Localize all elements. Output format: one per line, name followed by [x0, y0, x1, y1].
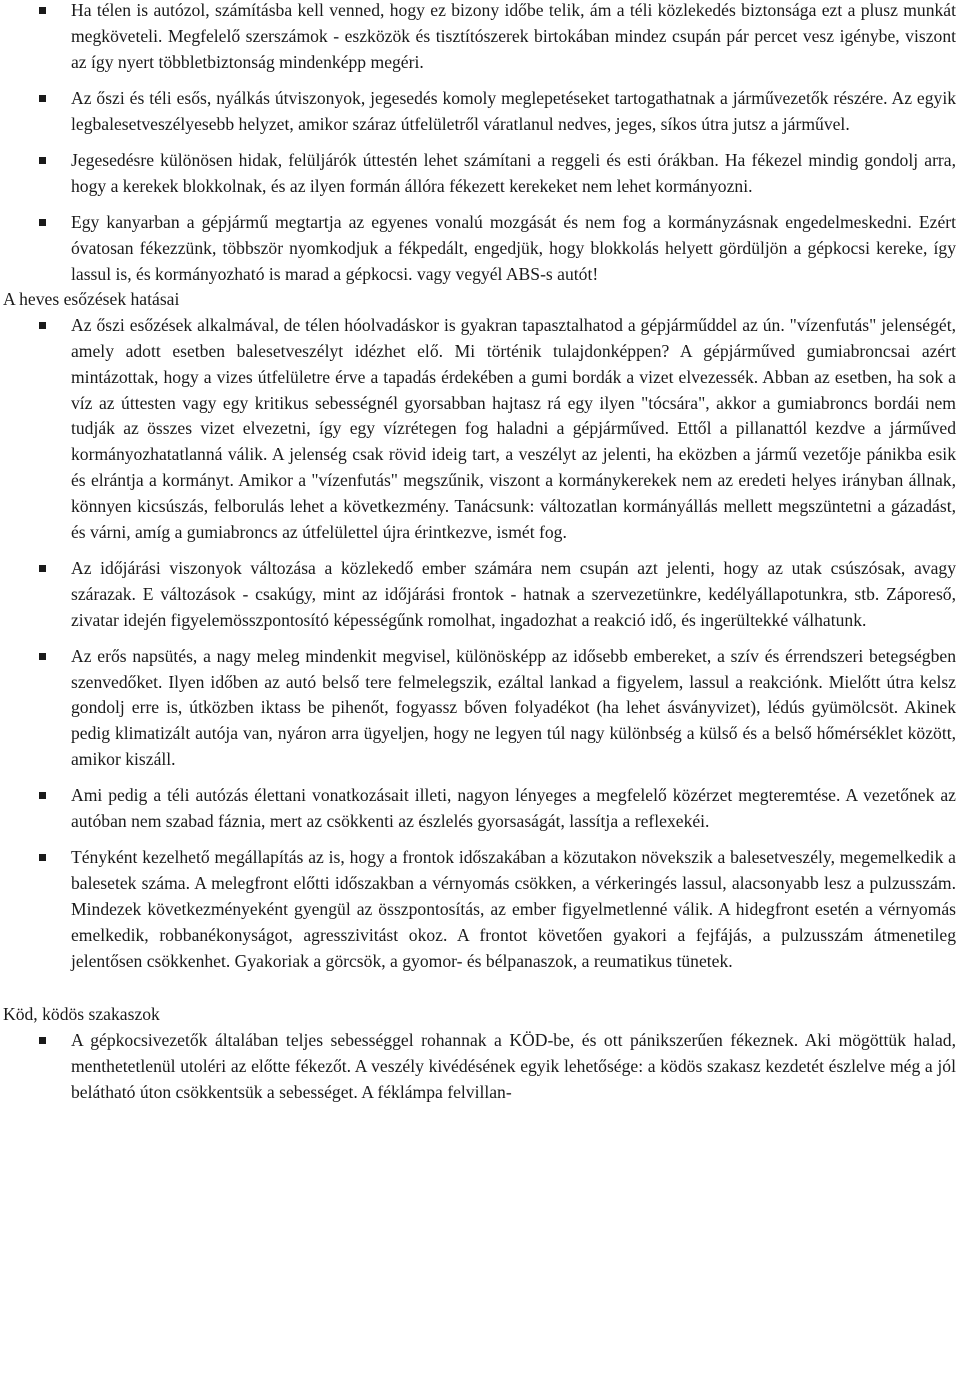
list-item — [0, 1028, 956, 1105]
list-item-text: Tényként kezelhető megállapítás az is, hogy a frontok időszakában a közutakon növekszik a balesetveszély, megemelkedik a balesetek száma. A melegfront előtti időszakban a vérnyomás csökken, a vérkeringés lassul, alacsonyabb lesz a pulzusszám. Mindezek következményeként gyengül az összpontosítás, az ember figyelmetlenné válik. A hidegfront esetén a vérnyomás emelkedik, robbanékonyságot, agresszivitást okoz. A frontot követően gyakori a fejfájás, a pulzusszám átmenetileg jelentősen csökkenhet. Gyakoriak a görcsök, a gyomor- és bélpanaszok, a reumatikus tünetek. — [71, 847, 956, 971]
list-item — [0, 148, 956, 200]
list-item-text: Ami pedig a téli autózás élettani vonatkozásait illeti, nagyon lényeges a megfelelő közérzet megteremtése. A vezetőnek az autóban nem szabad fáznia, mert az csökkenti az észlelés gyorsaságát, lassítja a reflexeké​i. — [71, 785, 956, 832]
list-item — [0, 644, 956, 773]
list-item-text: A gépkocsivezetők általában teljes sebességgel rohannak a KÖD-be, és ott pánikszerűen fékeznek. Aki mögöttük halad, menthetetlenül utoléri az előtte fékezőt. A veszély kivédésének egyik lehetősége: a ködös szakasz kezdetét észlelve még a jól belátható úton csökkentsük a sebességet. A féklámpa felvillan- — [71, 1030, 956, 1102]
square-bullet-icon — [39, 1037, 46, 1044]
list-item — [0, 313, 956, 545]
square-bullet-icon — [39, 854, 46, 861]
square-bullet-icon — [39, 322, 46, 329]
list-item-text: Egy kanyarban a gépjármű megtartja az egyenes vonalú mozgását és nem fog a kormányzásnak engedelmeskedni. Ezért óvatosan fékezzünk, többször nyomkodjuk a fékpedált, engedjük, hogy blokkolás helyett gördüljön a gépkocsi kereke, így lassul is, és kormányozható is marad a gépkocsi. vagy vegyél ABS-s autót! — [71, 212, 956, 284]
section-heading-rain: A heves esőzések hatásai — [3, 289, 180, 310]
list-item-text: Az őszi esőzések alkalmával, de télen hóolvadáskor is gyakran tapasztalhatod a gépjárműddel az ún. "vízenfutás" jelenségét, amely adott esetben balesetveszélyt idézhet elő. Mi történik tulajdonképpen? A gépjárműved gumiabroncsai azért mintázottak, hogy a vizes útfelületre érve a tapadás érdekében a gumi bordák a vizet elvezessék. Abban az esetben, ha sok a víz az úttesten vagy egy kritikus sebességnél gyorsabban hajtasz rá egy ilyen "tócsára", akkor a gumiabroncs bordái nem tudják az összes vizet elvezetni, így egy vízrétegen fog haladni a gépjárműved. Ettől a pillanattól kezdve a járműved kormányozhatatlanná válik. A jelenség csak rövid ideig tart, a veszélyt az jelenti, ha eközben a jármű vezetője pánikba esik és elrántja a kormányt. Amikor a "vízenfutás" megszűnik, viszont a kormánykerekek nem az eredeti helyes irányban állnak, könnyen kicsúszás, felborulás lehet a következmény. Tanácsunk: változatlan kormányállás mellett megszüntetni a gázadást, és várni, amíg a gumiabroncs az útfelülettel újra érintkezve, ismét fog. — [71, 315, 956, 542]
list-item-text: Jegesedésre különösen hidak, felüljárók úttestén lehet számítani a reggeli és esti órákban. Ha fékezel mindig gondolj arra, hogy a kerekek blokkolnak, és az ilyen formán állóra fékezett kerekeket nem lehet kormányozni. — [71, 149, 956, 196]
fog-list — [0, 1028, 956, 1105]
list-item-text: Ha télen is autózol, számításba kell venned, hogy ez bizony időbe telik, ám a téli közlekedés biztonsága ezt a plusz munkát megköveteli. Megfelelő szerszámok - eszközök és tisztítószerek birtokában mindez csupán pár percet vesz igénybe, viszont az így nyert többletbiztonság mindenképp megéri. — [71, 0, 956, 72]
square-bullet-icon — [39, 565, 46, 572]
list-item — [0, 86, 956, 138]
list-item — [0, 0, 956, 75]
list-item — [0, 210, 956, 287]
list-item — [0, 783, 956, 835]
list-item — [0, 845, 956, 974]
list-item-text: Az erős napsütés, a nagy meleg mindenkit megvisel, különösképp az idősebb embereket, a szív és érrendszeri betegségben szenvedőket. Ilyen időben az autó belső tere felmelegszik, ezáltal lankad a figyelem, lassul a reakciónk. Mielőtt útra kelsz gondolj erre is, útközben iktass be pihenőt, fogyassz bőven folyadékot (ha lehet ásványvizet), lédús gyümölcsöt. Akinek pedig klimatizált autója van, nyáron arra ügyeljen, hogy ne legyen túl nagy különbség a külső és a belső hőmérséklet között, amikor kiszáll. — [71, 645, 956, 770]
list-item-text: Az időjárási viszonyok változása a közlekedő ember számára nem csupán azt jelenti, hogy az utak csúszósak, avagy szárazak. E változások - csakúgy, mint az időjárási frontok - hatnak a szervezetünkre, kedélyállapotunkra, stb. Zápore​ső, zivatar idején figyelemösszpontosító képességűnk romolhat, ingadozhat a reakció idő, és ingerültekké válhatunk. — [71, 557, 956, 630]
square-bullet-icon — [39, 95, 46, 102]
spacer — [0, 974, 956, 1002]
square-bullet-icon — [39, 653, 46, 660]
square-bullet-icon — [39, 157, 46, 164]
square-bullet-icon — [39, 792, 46, 799]
rain-effects-list — [0, 313, 956, 974]
square-bullet-icon — [39, 7, 46, 14]
list-item-text: Az őszi és téli esős, nyálkás útviszonyok, jegesedés komoly meglepetéseket tartogathatnak a járművezetők részére. Az egyik legbalesetveszélyesebb helyzet, amikor száraz útfelületről váratlanul nedves, jeges, síkos útra jutsz a járművel. — [71, 87, 956, 134]
square-bullet-icon — [39, 219, 46, 226]
section-heading-fog: Köd, ködös szakaszok — [3, 1004, 160, 1025]
list-item — [0, 556, 956, 633]
winter-tips-list — [0, 0, 956, 287]
